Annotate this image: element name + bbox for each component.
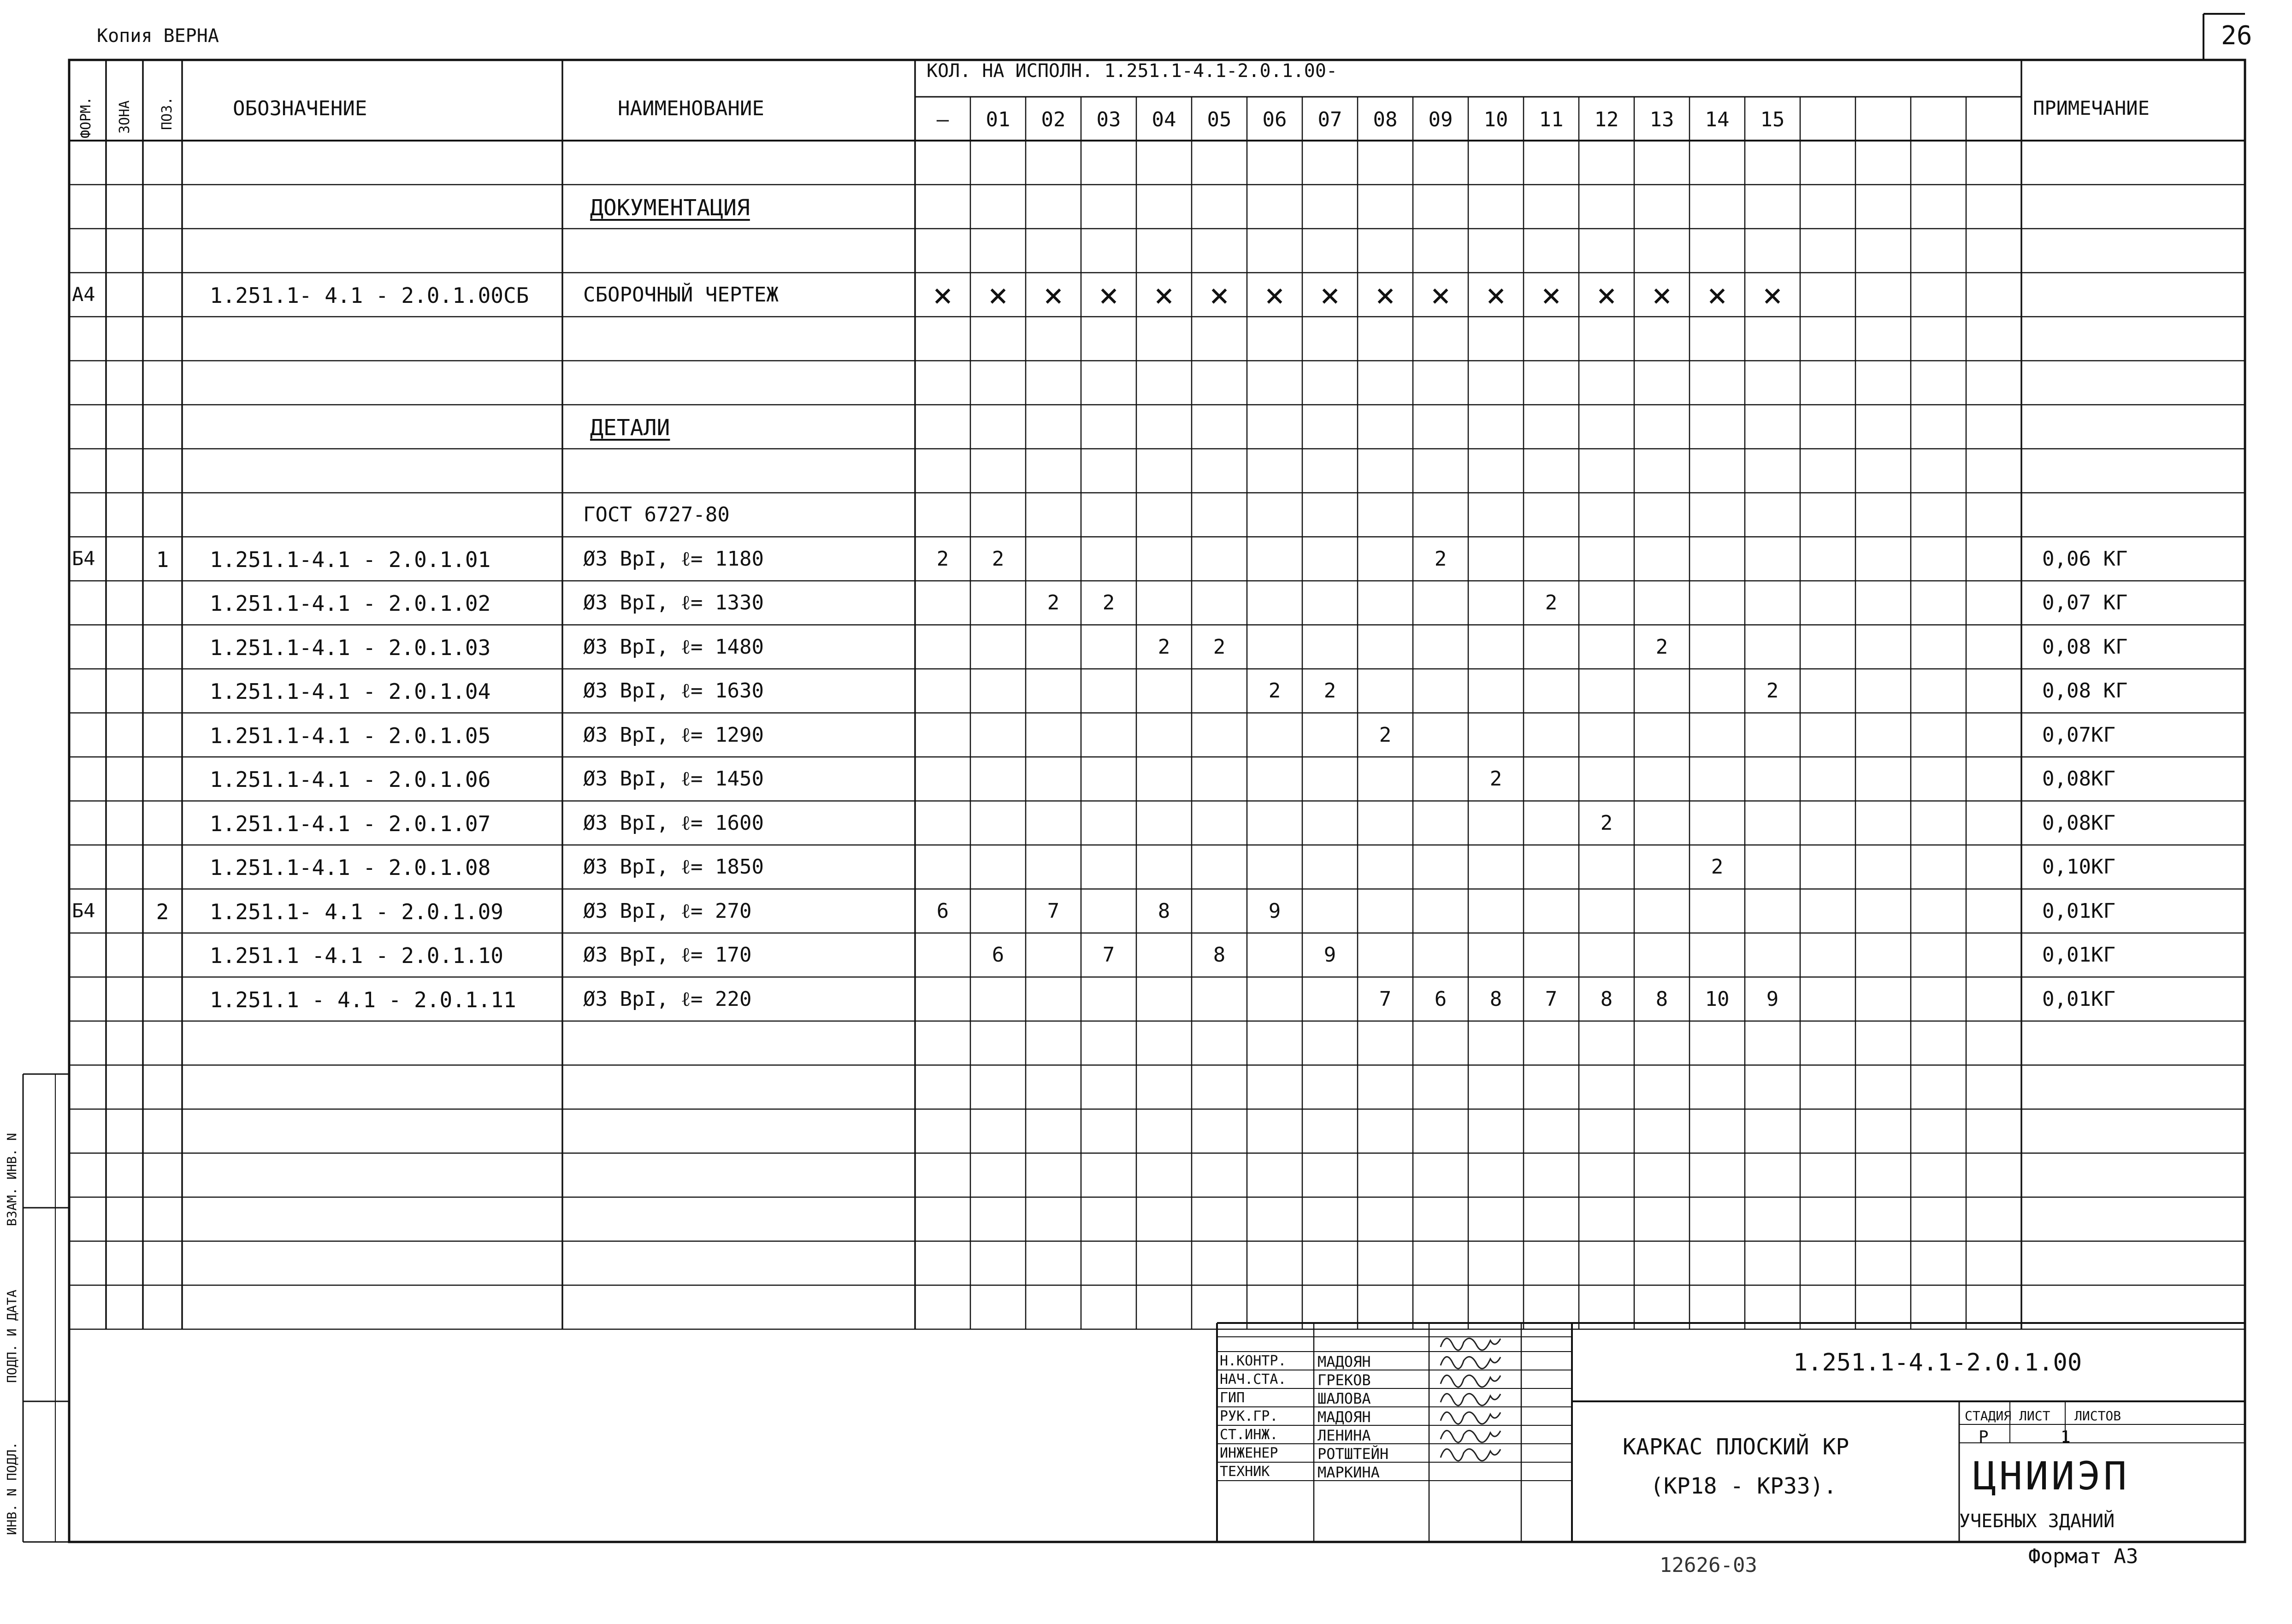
- header-qty-title: КОЛ. НА ИСПОЛН. 1.251.1-4.1-2.0.1.00-: [927, 60, 1338, 82]
- inv-number: 12626-03: [1660, 1553, 1757, 1577]
- x-mark: ×: [1541, 275, 1561, 314]
- header-pos: ПОЗ.: [159, 96, 175, 130]
- row-designation: 1.251.1-4.1 - 2.0.1.02: [210, 591, 491, 616]
- qty-value: 8: [1158, 899, 1170, 923]
- qty-value: 6: [936, 899, 949, 923]
- qty-value: 2: [1766, 679, 1779, 703]
- qty-value: 9: [1268, 899, 1281, 923]
- x-mark: ×: [1762, 275, 1783, 314]
- signature: [1441, 1412, 1500, 1424]
- qty-value: 7: [1545, 987, 1558, 1011]
- row-format: Б4: [72, 899, 95, 922]
- signature: [1441, 1338, 1500, 1350]
- qty-value: 2: [1158, 635, 1170, 659]
- row-designation: 1.251.1-4.1 - 2.0.1.01: [210, 547, 491, 572]
- qty-value: 9: [1766, 987, 1779, 1011]
- qty-value: 2: [1102, 591, 1115, 614]
- title-line-2: (КР18 - КР33).: [1650, 1473, 1837, 1499]
- row-name: Ø3 ВрI, ℓ= 1480: [583, 635, 764, 659]
- x-mark: ×: [1375, 275, 1395, 314]
- qty-value: 6: [1434, 987, 1447, 1011]
- row-designation: 1.251.1-4.1 - 2.0.1.07: [210, 811, 491, 836]
- stage-value: Р: [1979, 1428, 1989, 1447]
- x-mark: ×: [1099, 275, 1119, 314]
- row-name: Ø3 ВрI, ℓ= 1450: [583, 767, 764, 791]
- person-role: Н.КОНТР.: [1220, 1353, 1287, 1369]
- stage-label: СТАДИЯ: [1965, 1408, 2012, 1423]
- header-designation: ОБОЗНАЧЕНИЕ: [233, 97, 367, 120]
- row-name: Ø3 ВрI, ℓ= 170: [583, 943, 752, 967]
- person-role: СТ.ИНЖ.: [1220, 1427, 1278, 1443]
- row-name: Ø3 ВрI, ℓ= 1290: [583, 723, 764, 747]
- row-note: 0,01КГ: [2042, 899, 2115, 923]
- variant-header: 03: [1096, 108, 1121, 131]
- row-designation: 1.251.1-4.1 - 2.0.1.04: [210, 679, 491, 704]
- row-note: 0,08КГ: [2042, 767, 2115, 791]
- x-mark: ×: [1707, 275, 1727, 314]
- section-heading: ДЕТАЛИ: [590, 415, 670, 441]
- qty-value: 7: [1379, 987, 1392, 1011]
- variant-header: 02: [1041, 108, 1066, 131]
- row-position: 2: [156, 899, 169, 924]
- org-subtitle: УЧЕБНЫХ ЗДАНИЙ: [1959, 1511, 2115, 1532]
- qty-value: 2: [1545, 591, 1558, 614]
- header-name: НАИМЕНОВАНИЕ: [618, 97, 764, 120]
- qty-value: 10: [1705, 987, 1730, 1011]
- row-note: 0,06 КГ: [2042, 547, 2128, 571]
- qty-value: 8: [1489, 987, 1502, 1011]
- signature: [1441, 1394, 1500, 1405]
- qty-value: 8: [1655, 987, 1668, 1011]
- variant-header: 01: [986, 108, 1010, 131]
- variant-header: 15: [1760, 108, 1785, 131]
- header-note: ПРИМЕЧАНИЕ: [2033, 97, 2150, 119]
- person-name: МАРКИНА: [1317, 1464, 1380, 1481]
- variant-header: 04: [1152, 108, 1176, 131]
- x-mark: ×: [1320, 275, 1340, 314]
- x-mark: ×: [1652, 275, 1672, 314]
- row-name: Ø3 ВрI, ℓ= 1850: [583, 855, 764, 879]
- row-designation: 1.251.1- 4.1 - 2.0.1.09: [210, 899, 503, 924]
- person-role: РУК.ГР.: [1220, 1408, 1278, 1424]
- row-designation: 1.251.1-4.1 - 2.0.1.08: [210, 855, 491, 880]
- row-designation: 1.251.1-4.1 - 2.0.1.06: [210, 767, 491, 792]
- variant-header: —: [936, 108, 949, 131]
- variant-header: 14: [1705, 108, 1730, 131]
- row-name: СБОРОЧНЫЙ ЧЕРТЕЖ: [583, 283, 779, 307]
- org-name: ЦНИИЭП: [1973, 1453, 2130, 1499]
- row-note: 0,10КГ: [2042, 855, 2115, 879]
- row-position: 1: [156, 547, 169, 572]
- x-mark: ×: [1430, 275, 1451, 314]
- qty-value: 2: [936, 547, 949, 571]
- person-role: ИНЖЕНЕР: [1220, 1445, 1278, 1461]
- row-note: 0,08КГ: [2042, 811, 2115, 835]
- x-mark: ×: [1154, 275, 1174, 314]
- variant-header: 08: [1373, 108, 1398, 131]
- row-name: Ø3 ВрI, ℓ= 1630: [583, 679, 764, 703]
- row-name: Ø3 ВрI, ℓ= 270: [583, 899, 752, 923]
- row-format: А4: [72, 283, 95, 306]
- sheets-label: ЛИСТОВ: [2074, 1408, 2121, 1423]
- variant-header: 13: [1649, 108, 1674, 131]
- row-note: 0,08 КГ: [2042, 679, 2128, 703]
- person-role: ГИП: [1220, 1390, 1245, 1406]
- variant-header: 07: [1317, 108, 1342, 131]
- header-form: ФОРМ.: [78, 96, 94, 138]
- row-name: Ø3 ВрI, ℓ= 1600: [583, 811, 764, 835]
- qty-value: 6: [992, 943, 1004, 967]
- person-name: ШАЛОВА: [1317, 1390, 1371, 1407]
- row-designation: 1.251.1 -4.1 - 2.0.1.10: [210, 943, 503, 968]
- qty-value: 2: [1711, 855, 1724, 879]
- person-role: ТЕХНИК: [1220, 1464, 1270, 1480]
- row-designation: 1.251.1-4.1 - 2.0.1.05: [210, 723, 491, 748]
- x-mark: ×: [1264, 275, 1285, 314]
- qty-value: 2: [1213, 635, 1226, 659]
- qty-value: 8: [1600, 987, 1613, 1011]
- row-name: Ø3 ВрI, ℓ= 1330: [583, 591, 764, 614]
- variant-header: 09: [1428, 108, 1453, 131]
- x-mark: ×: [1043, 275, 1063, 314]
- qty-value: 2: [992, 547, 1004, 571]
- x-mark: ×: [988, 275, 1008, 314]
- row-format: Б4: [72, 547, 95, 570]
- stamp-replace-inv: ВЗАМ. ИНВ. N: [4, 1133, 19, 1226]
- sheet-value: 1: [2061, 1428, 2071, 1447]
- row-note: 0,08 КГ: [2042, 635, 2128, 659]
- sheet-label: ЛИСТ: [2019, 1408, 2050, 1423]
- row-designation: 1.251.1 - 4.1 - 2.0.1.11: [210, 987, 516, 1012]
- variant-header: 06: [1262, 108, 1287, 131]
- x-mark: ×: [1486, 275, 1506, 314]
- variant-header: 10: [1483, 108, 1508, 131]
- qty-value: 2: [1434, 547, 1447, 571]
- qty-value: 2: [1655, 635, 1668, 659]
- person-name: МАДОЯН: [1317, 1408, 1371, 1426]
- row-name: ГОСТ 6727-80: [583, 503, 730, 526]
- signature: [1441, 1375, 1500, 1387]
- stamp-inv-original: ИНВ. N ПОДЛ.: [4, 1441, 19, 1535]
- qty-value: 2: [1600, 811, 1613, 835]
- signature: [1441, 1430, 1500, 1442]
- x-mark: ×: [1596, 275, 1617, 314]
- person-name: ГРЕКОВ: [1317, 1371, 1371, 1389]
- row-note: 0,01КГ: [2042, 943, 2115, 967]
- qty-value: 2: [1047, 591, 1060, 614]
- qty-value: 7: [1047, 899, 1060, 923]
- qty-value: 7: [1102, 943, 1115, 967]
- row-note: 0,07КГ: [2042, 723, 2115, 747]
- title-line-1: КАРКАС ПЛОСКИЙ КР: [1623, 1434, 1849, 1460]
- person-role: НАЧ.СТА.: [1220, 1371, 1287, 1388]
- copy-note: Копия ВЕРНА: [97, 25, 219, 47]
- stamp-sign-date: ПОДП. И ДАТА: [4, 1289, 19, 1383]
- qty-value: 2: [1379, 723, 1392, 747]
- qty-value: 8: [1213, 943, 1226, 967]
- x-mark: ×: [1209, 275, 1229, 314]
- row-designation: 1.251.1-4.1 - 2.0.1.03: [210, 635, 491, 660]
- row-note: 0,07 КГ: [2042, 591, 2128, 614]
- qty-value: 2: [1268, 679, 1281, 703]
- qty-value: 2: [1323, 679, 1336, 703]
- qty-value: 9: [1323, 943, 1336, 967]
- variant-header: 11: [1539, 108, 1564, 131]
- format-label: Формат А3: [2028, 1545, 2138, 1568]
- qty-value: 2: [1489, 767, 1502, 791]
- sheet-number: 26: [2221, 21, 2252, 51]
- section-heading: ДОКУМЕНТАЦИЯ: [590, 195, 750, 221]
- row-designation: 1.251.1- 4.1 - 2.0.1.00СБ: [210, 283, 529, 308]
- variant-header: 05: [1207, 108, 1232, 131]
- variant-header: 12: [1594, 108, 1619, 131]
- person-name: ЛЕНИНА: [1317, 1427, 1371, 1444]
- row-note: 0,01КГ: [2042, 987, 2115, 1011]
- header-zone: ЗОНА: [117, 100, 133, 134]
- signature: [1441, 1449, 1500, 1461]
- row-name: Ø3 ВрI, ℓ= 220: [583, 987, 752, 1011]
- x-mark: ×: [933, 275, 953, 314]
- signature: [1441, 1357, 1500, 1369]
- title-designation: 1.251.1-4.1-2.0.1.00: [1793, 1349, 2082, 1376]
- row-name: Ø3 ВрI, ℓ= 1180: [583, 547, 764, 571]
- person-name: МАДОЯН: [1317, 1353, 1371, 1370]
- person-name: РОТШТЕЙН: [1317, 1445, 1389, 1463]
